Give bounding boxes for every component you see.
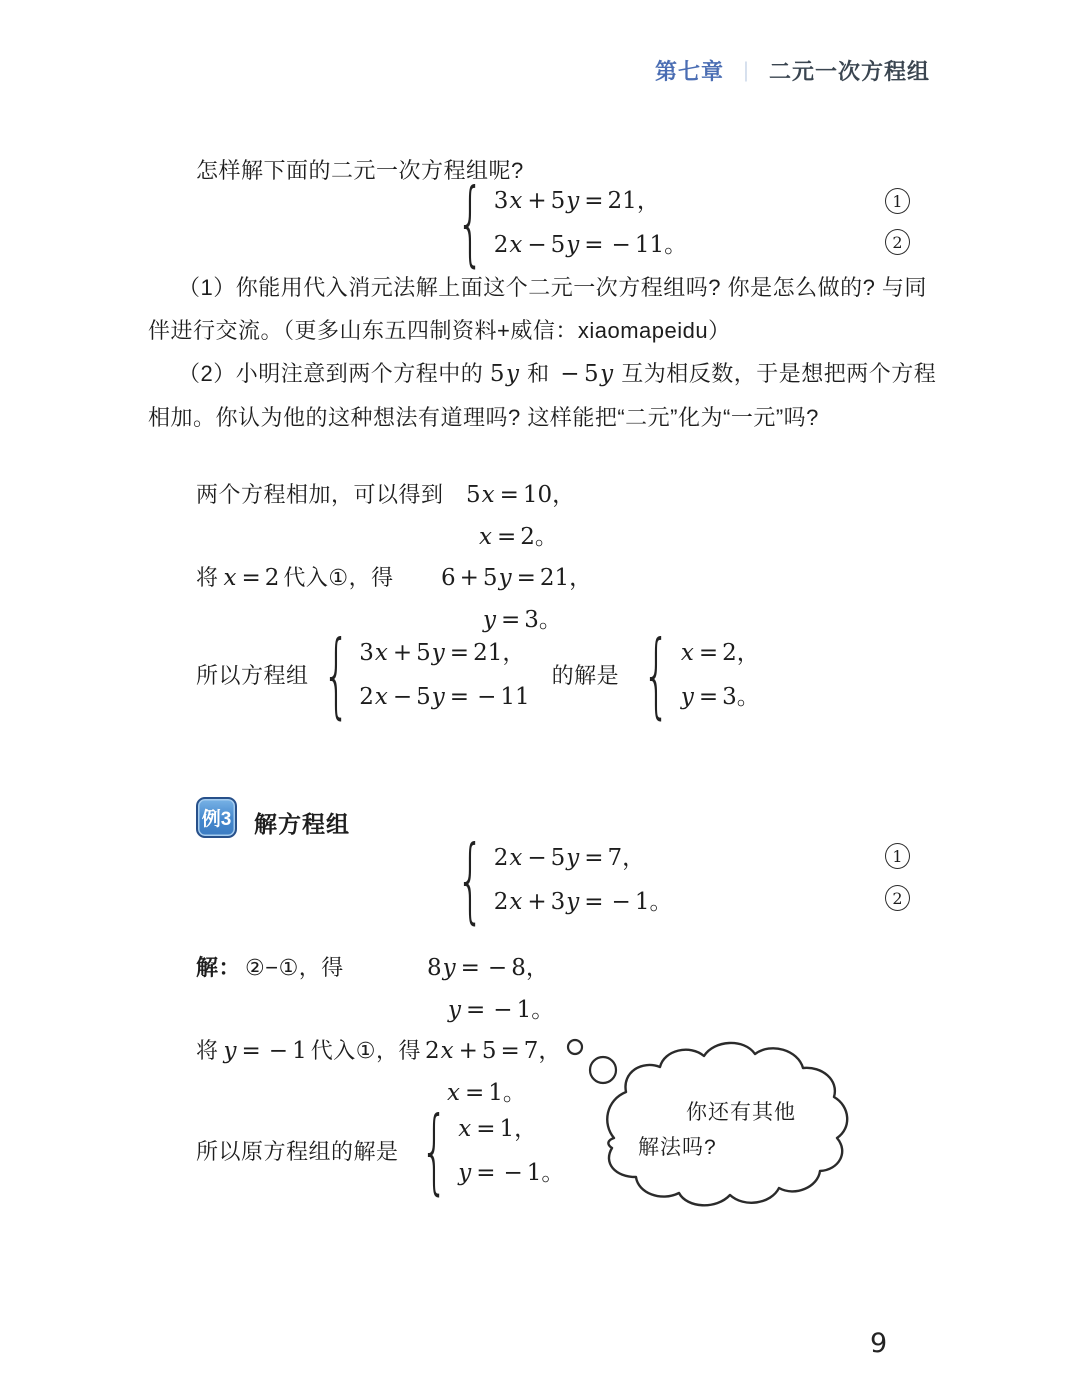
work1-row3-sub: x = 2 xyxy=(223,565,280,591)
solve-operation: ②−①，得 xyxy=(245,955,344,980)
example-solution-y: y = − 1。 xyxy=(458,1160,565,1186)
work1-row3-pre: 将 xyxy=(196,565,219,590)
conclusion-eq2: 2x − 5y = − 11 xyxy=(359,684,530,710)
example-solution-system xyxy=(407,1097,565,1205)
thought-bubble-small xyxy=(568,1040,582,1054)
example-equation-2: 2x + 3y = − 1。 xyxy=(493,889,673,915)
example-row3-equation: 2x + 5 = 7， xyxy=(424,1038,562,1064)
para2-text: 和 xyxy=(520,361,557,386)
example-row3-pre: 将 xyxy=(196,1038,219,1063)
example-row3-mid: 代入①，得 xyxy=(310,1038,421,1063)
example-row3 xyxy=(196,1029,565,1072)
cloud-text-line1: 你还有其他 xyxy=(686,1101,796,1124)
equation-label-2: 2 xyxy=(885,229,910,255)
equation-1: 3x + 5y = 21， xyxy=(493,188,660,214)
equation-system-1 xyxy=(443,169,688,277)
chapter-title: 二元一次方程组 xyxy=(768,59,930,84)
solution-y: y = 3。 xyxy=(680,684,760,710)
work1-row2-equation: x = 2。 xyxy=(479,524,558,550)
work1-row4-equation: y = 3。 xyxy=(483,607,562,633)
example-row4-equation: x = 1。 xyxy=(447,1080,526,1106)
left-brace-icon: { xyxy=(642,621,671,729)
example-equation-system xyxy=(443,826,673,934)
conclusion-solution-system xyxy=(629,621,760,729)
para2-text: 互为相反数，于是想把两个方程相加。你认为他的这种想法有道理吗? 这样能把“二元”化为“一元”吗? xyxy=(148,361,937,430)
example-row2-equation: y = − 1。 xyxy=(448,997,555,1023)
example-conclusion-label: 所以原方程组的解是 xyxy=(196,1138,399,1164)
left-brace-icon: { xyxy=(456,826,485,934)
example-row3-sub: y = − 1 xyxy=(223,1038,307,1064)
question-2-paragraph xyxy=(148,352,938,439)
question-1-paragraph: （1）你能用代入消元法解上面这个二元一次方程组吗? 你是怎么做的? 与同伴进行交流。（更多山东五四制资料+威信：xiaomapeidu） xyxy=(148,275,927,343)
work1-row1-label: 两个方程相加，可以得到 xyxy=(196,482,444,507)
page-header xyxy=(0,55,930,86)
page-number: 9 xyxy=(870,1328,888,1359)
chapter-label: 第七章 xyxy=(654,59,724,84)
left-brace-icon: { xyxy=(322,621,350,729)
example-equation-label-2: 2 xyxy=(885,885,910,911)
left-brace-icon: { xyxy=(456,169,485,277)
work1-row3 xyxy=(196,556,398,599)
conclusion-eq1: 3x + 5y = 21， xyxy=(359,640,526,666)
work1-row3-post: 代入①，得 xyxy=(283,565,394,590)
example-conclusion-row xyxy=(196,1097,565,1205)
equation-label-1: 1 xyxy=(885,188,910,214)
example-3-title: 解方程组 xyxy=(254,811,350,837)
cloud-text-line2: 解法吗? xyxy=(638,1136,717,1159)
conclusion-system xyxy=(309,621,530,729)
solve-prefix: 解： xyxy=(196,955,242,980)
left-brace-icon: { xyxy=(420,1097,448,1205)
example-row1-equation: 8y = − 8， xyxy=(427,955,549,981)
example-3-badge: 例3 xyxy=(196,797,237,838)
example-solve-row1 xyxy=(196,946,348,989)
work1-conclusion-mid: 的解是 xyxy=(551,662,620,688)
intro-question: 怎样解下面的二元一次方程组呢? xyxy=(196,158,524,183)
para2-text: （2）小明注意到两个方程中的 xyxy=(178,361,490,386)
work1-row1-equation: 5x = 10， xyxy=(466,482,576,508)
example-solution-x: x = 1， xyxy=(458,1116,538,1142)
equation-2: 2x − 5y = − 11。 xyxy=(493,232,688,258)
para2-math-neg5y: − 5y xyxy=(560,361,614,387)
header-separator: ｜ xyxy=(735,62,757,84)
example-equation-1: 2x − 5y = 7， xyxy=(493,845,646,871)
work1-conclusion-row xyxy=(196,621,760,729)
para2-math-5y: 5y xyxy=(489,361,520,387)
work1-row3-equation: 6 + 5y = 21， xyxy=(441,565,593,591)
example-equation-label-1: 1 xyxy=(885,843,910,869)
solution-x: x = 2， xyxy=(680,640,760,666)
thought-bubble-medium xyxy=(590,1057,616,1083)
work1-conclusion-pre: 所以方程组 xyxy=(196,662,309,688)
